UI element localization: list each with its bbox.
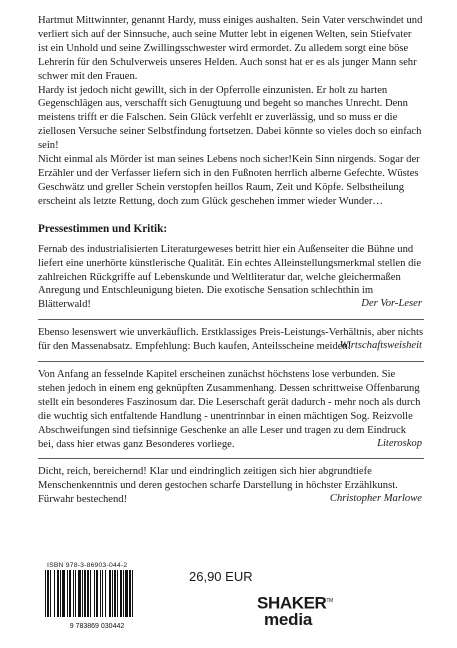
barcode-bar <box>60 570 61 617</box>
barcode-bar <box>96 570 98 617</box>
price-label: 26,90 EUR <box>189 569 253 584</box>
barcode-bar <box>62 570 65 617</box>
review-source: Literoskop <box>377 437 422 449</box>
barcode-bar <box>47 570 49 617</box>
barcode-bar <box>67 570 68 617</box>
press-section-title: Pressestimmen und Kritik: <box>38 222 168 235</box>
review-block-3 <box>38 368 424 453</box>
barcode-bar <box>102 570 103 617</box>
isbn-label: ISBN 978-3-86903-044-2 <box>47 562 128 569</box>
review-text: Dicht, reich, bereichernd! Klar und eindringlich zeitigen sich hier abgrundtiefe Menschenkenntnis und deren gestochen scharfe Darstellung in höchster Erzählkunst. Fürwahr bestechend! <box>38 466 398 506</box>
barcode-bar <box>75 570 76 617</box>
barcode-graphic <box>38 570 156 630</box>
publisher-name-bottom: media <box>264 609 313 629</box>
barcode-bar <box>50 570 51 617</box>
barcode-bar <box>54 570 55 617</box>
publisher-logo <box>257 593 333 628</box>
barcode-bar <box>57 570 59 617</box>
isbn-barcode <box>38 560 156 630</box>
back-cover-text <box>38 14 424 509</box>
barcode-bar <box>105 570 106 617</box>
trademark-mark: TM <box>326 598 333 604</box>
barcode-bar <box>78 570 81 617</box>
barcode-bar <box>112 570 113 617</box>
barcode-bar <box>73 570 74 617</box>
barcode-bar <box>132 570 133 617</box>
review-block-4 <box>38 465 424 509</box>
review-source: Wirtschaftsweisheit <box>339 340 422 352</box>
blurb-paragraph-3: Nicht einmal als Mörder ist man seines Lebens noch sicher!Kein Sinn nirgends. Sogar der Erzähler und der Verfasser liefern sich in den Fußnoten herrlich alberne Gefechte. Wüstes Geschwätz und greller Schein verstopfen heillos Raum, Zeit und Köpfe. Selbstheilung erscheint als letzte Rettung, doch zum Glück geschehen immer wieder Wunder… <box>38 154 420 207</box>
review-source: Christopher Marlowe <box>329 493 422 505</box>
barcode-bar <box>90 570 91 617</box>
blurb-paragraph-2: Hardy ist jedoch nicht gewillt, sich in der Opferrolle einzunisten. Er holt zu harten Gegenschlägen aus, verschafft sich Genugtuung und begeht so manches Unrecht. Denn meistens trifft er die Falschen. Sein Glück verfehlt er zuverlässig, und so muss er die ziellosen Versuche seiner Selbstfindung fortsetzen. Dabei könnte so vieles doch so einfach sein! <box>38 84 422 152</box>
barcode-bar <box>94 570 95 617</box>
barcode-bar <box>120 570 122 617</box>
review-block-2 <box>38 326 424 356</box>
barcode-bar <box>69 570 71 617</box>
publisher-name-top: SHAKER <box>257 593 327 613</box>
barcode-bar <box>117 570 118 617</box>
barcode-bar <box>129 570 131 617</box>
blurb-paragraph-1: Hartmut Mittwinnter, genannt Hardy, muss einiges aushalten. Sein Vater verschwindet und verliert sich auf der Sinnsuche, auch seine Mutter lebt in eigenen Welten, sein Stiefvater ist ein Unhold und seine Zwillingsschwester wird ermordet. Zu alledem sorgt eine böse Lehrerin für den Schulverweis unseres Helden. Auch sonst hat er es als junger Mann sehr schwer mit den Frauen. <box>38 15 423 82</box>
review-text: Von Anfang an fesselnde Kapitel erscheinen zunächst höchstens lose verbunden. Sie stehen jedoch in einem eng geknüpften Zusammenhang. Dessen schrittweise Offenbarung stellt ein besonderes Faszinosum dar. Die Leserschaft gerät dadurch - mehr noch als durch die wuchtig sich entfaltende Handlung - unentrinnbar in einen mächtigen Sog. Reizvolle Abschweifungen sind tiefsinnige Geschenke an alle Leser und tragen zu dem Eindruck bei, dass hier etwas ganz Besonderes vorliege. <box>38 369 421 450</box>
barcode-bar <box>109 570 111 617</box>
barcode-bar <box>87 570 89 617</box>
review-divider <box>38 361 424 362</box>
review-text: Ebenso lesenswert wie unverkäuflich. Erstklassiges Preis-Leistungs-Verhältnis, aber nichts für den Massenabsatz. Empfehlung: Buch kaufen, Anteilsscheine meiden! <box>38 327 424 353</box>
review-block-1 <box>38 243 424 315</box>
barcode-bar <box>125 570 128 617</box>
barcode-digits: 9 783869 030442 <box>69 623 125 630</box>
barcode-bar <box>100 570 101 617</box>
review-source: Der Vor-Leser <box>361 298 422 310</box>
barcode-bar <box>45 570 46 617</box>
barcode-bar <box>82 570 83 617</box>
barcode-bar <box>114 570 116 617</box>
review-divider <box>38 319 424 320</box>
cover-footer <box>38 560 424 640</box>
barcode-bar <box>84 570 86 617</box>
review-divider <box>38 458 424 459</box>
barcode-bar <box>123 570 124 617</box>
review-text: Fernab des industrialisierten Literaturgeweses betritt hier ein Außenseiter die Bühne und liefert eine unerhörte künstlerische Qualität. Ein echtes Alleinstellungsmerkmal stellen die zahlreichen Rückgriffe auf Lebenskunde und Weltliteratur dar, welche gleichermaßen Anregung und Entschleunigung bieten. Die exotische Sensation schlechthin im Blätterwald! <box>38 243 422 311</box>
